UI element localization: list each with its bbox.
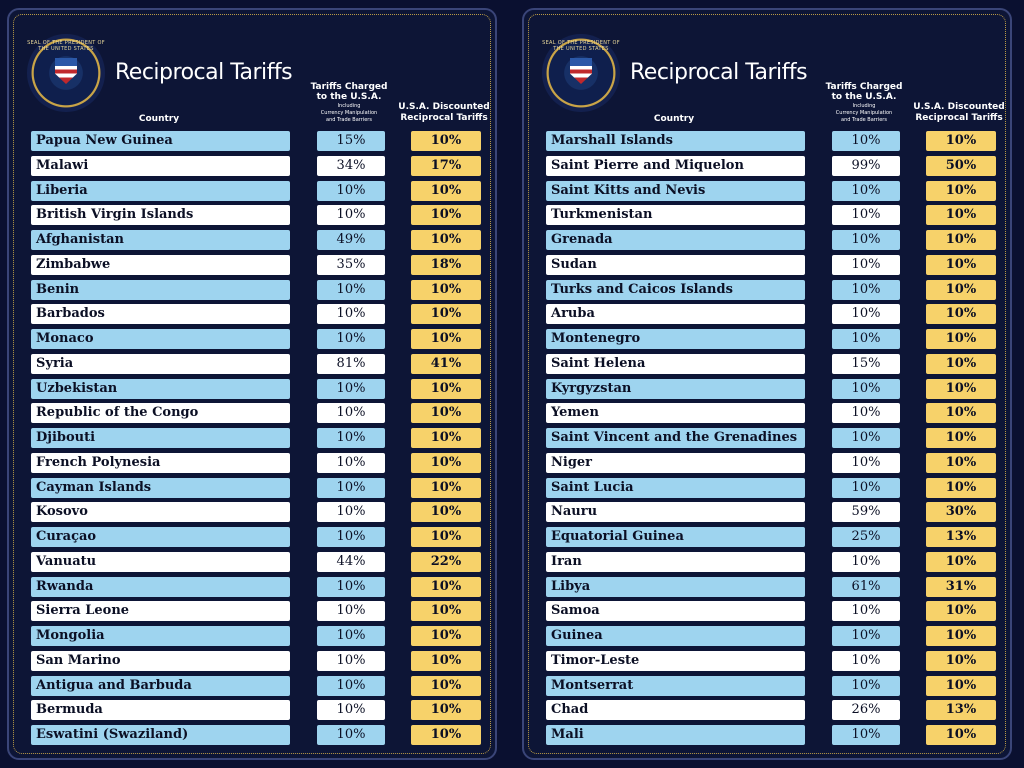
table-row — [29, 304, 493, 324]
table-row — [544, 230, 1008, 250]
country-cell: Equatorial Guinea — [546, 527, 805, 547]
discounted-tariff-cell: 10% — [411, 453, 481, 473]
column-header-country: Country — [653, 114, 695, 124]
table-row — [544, 453, 1008, 473]
table-row — [29, 181, 493, 201]
table-row — [29, 205, 493, 225]
charged-tariff-cell: 81% — [317, 354, 385, 374]
discounted-tariff-cell: 10% — [411, 205, 481, 225]
table-row — [544, 676, 1008, 696]
table-row — [544, 304, 1008, 324]
country-cell: French Polynesia — [31, 453, 290, 473]
country-cell: Antigua and Barbuda — [31, 676, 290, 696]
discounted-tariff-cell: 10% — [411, 502, 481, 522]
table-row — [544, 725, 1008, 745]
charged-tariff-cell: 10% — [832, 280, 900, 300]
table-row — [29, 552, 493, 572]
table-row — [544, 205, 1008, 225]
country-cell: Saint Kitts and Nevis — [546, 181, 805, 201]
charged-tariff-cell: 15% — [317, 131, 385, 151]
country-cell: Iran — [546, 552, 805, 572]
country-cell: Grenada — [546, 230, 805, 250]
tariff-table-left — [29, 131, 493, 750]
charged-tariff-cell: 10% — [832, 651, 900, 671]
table-row — [29, 527, 493, 547]
discounted-tariff-cell: 10% — [411, 478, 481, 498]
country-cell: San Marino — [31, 651, 290, 671]
country-cell: Monaco — [31, 329, 290, 349]
presidential-seal-icon — [27, 34, 105, 112]
tariff-table-right — [544, 131, 1008, 750]
discounted-tariff-cell: 10% — [926, 428, 996, 448]
discounted-tariff-cell: 10% — [926, 651, 996, 671]
table-row — [544, 502, 1008, 522]
charged-tariff-cell: 35% — [317, 255, 385, 275]
discounted-tariff-cell: 10% — [926, 329, 996, 349]
table-row — [29, 478, 493, 498]
discounted-tariff-cell: 10% — [926, 230, 996, 250]
discounted-tariff-cell: 10% — [926, 453, 996, 473]
table-row — [29, 676, 493, 696]
country-cell: Rwanda — [31, 577, 290, 597]
country-cell: Guinea — [546, 626, 805, 646]
charged-tariff-cell: 26% — [832, 700, 900, 720]
country-cell: Benin — [31, 280, 290, 300]
charged-tariff-cell: 10% — [317, 329, 385, 349]
country-cell: Zimbabwe — [31, 255, 290, 275]
charged-tariff-cell: 44% — [317, 552, 385, 572]
country-cell: Mali — [546, 725, 805, 745]
charged-tariff-cell: 10% — [832, 676, 900, 696]
seal-text: SEAL OF THE PRESIDENT OF THE UNITED STATES — [542, 40, 620, 52]
charged-subheader-line-3: and Trade Barriers — [841, 117, 887, 123]
discounted-tariff-cell: 10% — [926, 181, 996, 201]
charged-tariff-cell: 25% — [832, 527, 900, 547]
country-cell: Saint Pierre and Miquelon — [546, 156, 805, 176]
discounted-tariff-cell: 10% — [411, 379, 481, 399]
discounted-tariff-cell: 10% — [411, 527, 481, 547]
charged-tariff-cell: 10% — [317, 676, 385, 696]
charged-tariff-cell: 10% — [317, 453, 385, 473]
discounted-tariff-cell: 13% — [926, 700, 996, 720]
country-cell: Saint Helena — [546, 354, 805, 374]
charged-tariff-cell: 10% — [832, 230, 900, 250]
discounted-tariff-cell: 10% — [411, 676, 481, 696]
table-row — [544, 478, 1008, 498]
country-cell: Samoa — [546, 601, 805, 621]
charged-tariff-cell: 10% — [832, 725, 900, 745]
charged-tariff-cell: 10% — [317, 527, 385, 547]
table-row — [29, 354, 493, 374]
charged-tariff-cell: 10% — [832, 181, 900, 201]
table-row — [544, 255, 1008, 275]
charged-subheader-line-2: Currency Manipulation — [320, 110, 378, 116]
charged-tariff-cell: 10% — [317, 601, 385, 621]
country-cell: Libya — [546, 577, 805, 597]
discounted-tariff-cell: 10% — [926, 626, 996, 646]
discounted-tariff-cell: 10% — [926, 354, 996, 374]
discounted-tariff-cell: 18% — [411, 255, 481, 275]
country-cell: Bermuda — [31, 700, 290, 720]
charged-tariff-cell: 10% — [317, 379, 385, 399]
country-cell: Eswatini (Swaziland) — [31, 725, 290, 745]
charged-tariff-cell: 10% — [317, 428, 385, 448]
charged-subheader-line-3: and Trade Barriers — [326, 117, 372, 123]
charged-tariff-cell: 15% — [832, 354, 900, 374]
discounted-tariff-cell: 31% — [926, 577, 996, 597]
charged-header-line-1: Tariffs Charged — [310, 82, 388, 92]
discounted-tariff-cell: 13% — [926, 527, 996, 547]
charged-subheader-line-1: Including — [337, 103, 361, 109]
country-cell: Yemen — [546, 403, 805, 423]
country-cell: Niger — [546, 453, 805, 473]
table-row — [544, 354, 1008, 374]
eagle-shield-icon — [55, 58, 77, 84]
discounted-tariff-cell: 10% — [926, 403, 996, 423]
discounted-tariff-cell: 30% — [926, 502, 996, 522]
table-row — [544, 601, 1008, 621]
column-header-country: Country — [138, 114, 180, 124]
table-row — [544, 280, 1008, 300]
charged-tariff-cell: 10% — [317, 626, 385, 646]
country-cell: Turkmenistan — [546, 205, 805, 225]
charged-tariff-cell: 10% — [317, 502, 385, 522]
table-row — [544, 428, 1008, 448]
discounted-tariff-cell: 10% — [411, 601, 481, 621]
country-cell: Aruba — [546, 304, 805, 324]
country-cell: Sierra Leone — [31, 601, 290, 621]
table-row — [544, 577, 1008, 597]
table-row — [29, 577, 493, 597]
country-cell: Sudan — [546, 255, 805, 275]
country-cell: Montenegro — [546, 329, 805, 349]
table-row — [544, 131, 1008, 151]
country-cell: British Virgin Islands — [31, 205, 290, 225]
column-header-charged — [824, 82, 904, 123]
table-row — [29, 700, 493, 720]
charged-tariff-cell: 61% — [832, 577, 900, 597]
discounted-tariff-cell: 10% — [926, 478, 996, 498]
discounted-tariff-cell: 10% — [411, 329, 481, 349]
charged-tariff-cell: 10% — [832, 453, 900, 473]
discounted-tariff-cell: 10% — [926, 676, 996, 696]
tariff-panel-right — [522, 8, 1012, 760]
charged-tariff-cell: 10% — [317, 304, 385, 324]
table-row — [29, 379, 493, 399]
table-row — [29, 403, 493, 423]
page-title: Reciprocal Tariffs — [630, 60, 808, 85]
discounted-tariff-cell: 10% — [926, 379, 996, 399]
charged-tariff-cell: 49% — [317, 230, 385, 250]
charged-tariff-cell: 10% — [832, 428, 900, 448]
charged-tariff-cell: 10% — [317, 403, 385, 423]
charged-tariff-cell: 10% — [832, 403, 900, 423]
discounted-tariff-cell: 10% — [926, 552, 996, 572]
country-cell: Syria — [31, 354, 290, 374]
discounted-tariff-cell: 10% — [411, 131, 481, 151]
country-cell: Marshall Islands — [546, 131, 805, 151]
table-row — [544, 156, 1008, 176]
discounted-header-line-1: U.S.A. Discounted — [398, 102, 490, 112]
discounted-tariff-cell: 10% — [411, 403, 481, 423]
country-cell: Republic of the Congo — [31, 403, 290, 423]
charged-tariff-cell: 34% — [317, 156, 385, 176]
table-row — [544, 379, 1008, 399]
discounted-tariff-cell: 10% — [411, 181, 481, 201]
country-cell: Montserrat — [546, 676, 805, 696]
country-cell: Saint Lucia — [546, 478, 805, 498]
table-row — [544, 651, 1008, 671]
country-cell: Afghanistan — [31, 230, 290, 250]
table-row — [29, 280, 493, 300]
charged-header-line-1: Tariffs Charged — [825, 82, 903, 92]
discounted-tariff-cell: 50% — [926, 156, 996, 176]
table-row — [29, 230, 493, 250]
discounted-tariff-cell: 10% — [411, 577, 481, 597]
charged-tariff-cell: 10% — [317, 478, 385, 498]
charged-tariff-cell: 10% — [832, 478, 900, 498]
country-cell: Kyrgyzstan — [546, 379, 805, 399]
discounted-header-line-2: Reciprocal Tariffs — [400, 113, 488, 123]
discounted-tariff-cell: 10% — [926, 601, 996, 621]
country-cell: Chad — [546, 700, 805, 720]
table-row — [544, 403, 1008, 423]
table-row — [29, 601, 493, 621]
table-row — [544, 527, 1008, 547]
discounted-tariff-cell: 17% — [411, 156, 481, 176]
page-title: Reciprocal Tariffs — [115, 60, 293, 85]
charged-tariff-cell: 10% — [317, 700, 385, 720]
charged-tariff-cell: 10% — [832, 329, 900, 349]
country-cell: Kosovo — [31, 502, 290, 522]
charged-header-line-2: to the U.S.A. — [831, 92, 897, 102]
country-cell: Papua New Guinea — [31, 131, 290, 151]
discounted-tariff-cell: 41% — [411, 354, 481, 374]
charged-tariff-cell: 10% — [832, 552, 900, 572]
charged-tariff-cell: 10% — [832, 379, 900, 399]
charged-tariff-cell: 10% — [832, 255, 900, 275]
country-cell: Djibouti — [31, 428, 290, 448]
charged-tariff-cell: 10% — [317, 577, 385, 597]
country-cell: Vanuatu — [31, 552, 290, 572]
charged-tariff-cell: 10% — [317, 181, 385, 201]
discounted-tariff-cell: 10% — [411, 304, 481, 324]
charged-tariff-cell: 10% — [317, 205, 385, 225]
country-cell: Curaçao — [31, 527, 290, 547]
charged-subheader-line-1: Including — [852, 103, 876, 109]
country-cell: Cayman Islands — [31, 478, 290, 498]
discounted-tariff-cell: 10% — [411, 428, 481, 448]
table-row — [29, 156, 493, 176]
discounted-tariff-cell: 10% — [411, 700, 481, 720]
charged-subheader-line-2: Currency Manipulation — [835, 110, 893, 116]
country-cell: Malawi — [31, 156, 290, 176]
column-header-discounted — [912, 102, 1006, 124]
table-row — [29, 626, 493, 646]
column-header-discounted — [397, 102, 491, 124]
discounted-tariff-cell: 10% — [926, 725, 996, 745]
discounted-tariff-cell: 10% — [411, 280, 481, 300]
country-cell: Barbados — [31, 304, 290, 324]
table-row — [544, 329, 1008, 349]
table-row — [544, 552, 1008, 572]
table-row — [544, 700, 1008, 720]
country-cell: Liberia — [31, 181, 290, 201]
discounted-tariff-cell: 22% — [411, 552, 481, 572]
tariff-panel-left — [7, 8, 497, 760]
charged-tariff-cell: 10% — [317, 280, 385, 300]
charged-tariff-cell: 10% — [832, 205, 900, 225]
table-row — [29, 329, 493, 349]
country-cell: Uzbekistan — [31, 379, 290, 399]
country-cell: Nauru — [546, 502, 805, 522]
charged-tariff-cell: 10% — [832, 131, 900, 151]
country-cell: Mongolia — [31, 626, 290, 646]
table-row — [29, 502, 493, 522]
table-row — [29, 131, 493, 151]
presidential-seal-icon — [542, 34, 620, 112]
discounted-tariff-cell: 10% — [926, 131, 996, 151]
table-row — [29, 453, 493, 473]
eagle-shield-icon — [570, 58, 592, 84]
charged-tariff-cell: 10% — [832, 626, 900, 646]
discounted-header-line-1: U.S.A. Discounted — [913, 102, 1005, 112]
discounted-tariff-cell: 10% — [926, 304, 996, 324]
discounted-tariff-cell: 10% — [411, 230, 481, 250]
charged-tariff-cell: 10% — [317, 651, 385, 671]
charged-header-line-2: to the U.S.A. — [316, 92, 382, 102]
discounted-tariff-cell: 10% — [411, 626, 481, 646]
charged-tariff-cell: 99% — [832, 156, 900, 176]
table-row — [29, 725, 493, 745]
table-row — [544, 626, 1008, 646]
table-row — [29, 651, 493, 671]
discounted-header-line-2: Reciprocal Tariffs — [915, 113, 1003, 123]
charged-tariff-cell: 10% — [832, 304, 900, 324]
discounted-tariff-cell: 10% — [926, 205, 996, 225]
charged-tariff-cell: 10% — [317, 725, 385, 745]
charged-tariff-cell: 10% — [832, 601, 900, 621]
country-cell: Saint Vincent and the Grenadines — [546, 428, 805, 448]
column-header-charged — [309, 82, 389, 123]
table-row — [29, 428, 493, 448]
table-row — [544, 181, 1008, 201]
country-cell: Turks and Caicos Islands — [546, 280, 805, 300]
discounted-tariff-cell: 10% — [411, 725, 481, 745]
country-cell: Timor-Leste — [546, 651, 805, 671]
seal-text: SEAL OF THE PRESIDENT OF THE UNITED STATES — [27, 40, 105, 52]
discounted-tariff-cell: 10% — [926, 255, 996, 275]
discounted-tariff-cell: 10% — [411, 651, 481, 671]
discounted-tariff-cell: 10% — [926, 280, 996, 300]
table-row — [29, 255, 493, 275]
charged-tariff-cell: 59% — [832, 502, 900, 522]
